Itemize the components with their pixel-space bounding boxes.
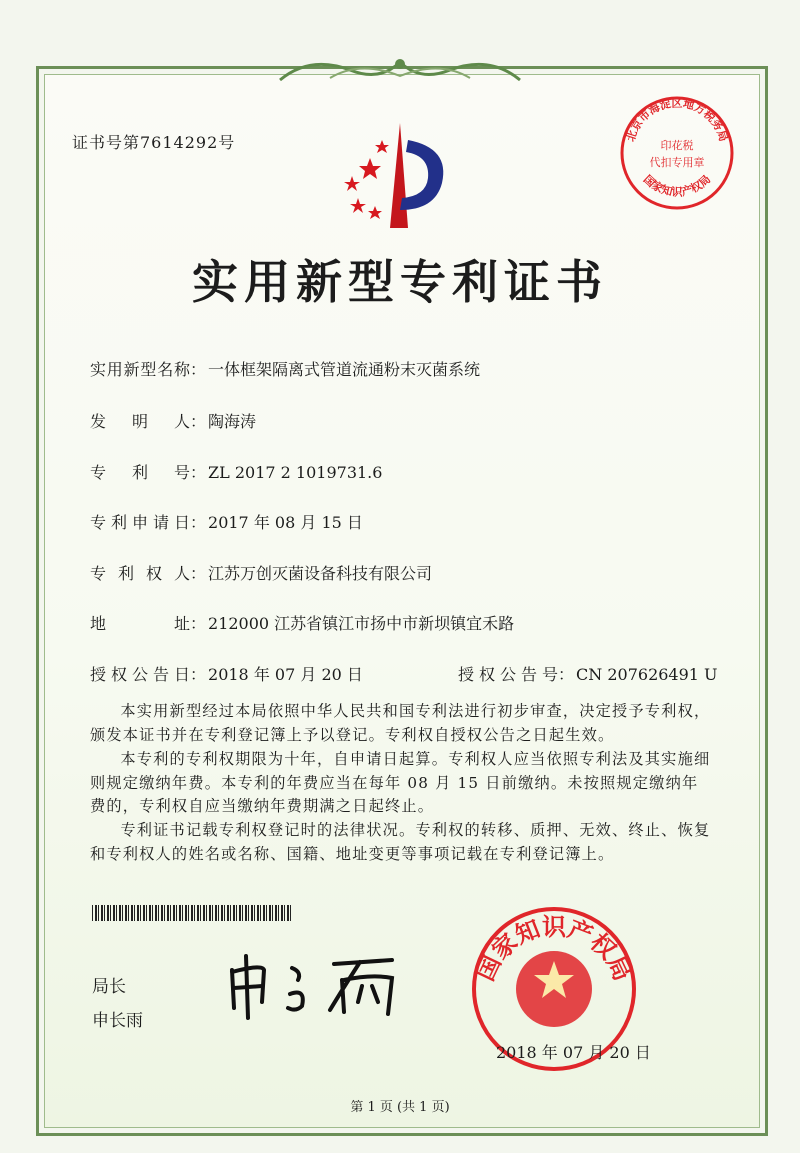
field-patent-number: 专利号： ZL 2017 2 1019731.6 [90, 460, 382, 483]
certificate-number: 证书号第7614292号 [72, 133, 236, 152]
paragraph-grant: 本实用新型经过本局依照中华人民共和国专利法进行初步审查，决定授予专利权，颁发本证书并在专利登记簿上予以登记。专利权自授权公告之日起生效。 [90, 702, 711, 744]
field-value: CN 207626491 U [576, 665, 718, 684]
field-value: 212000 江苏省镇江市扬中市新坝镇宜禾路 [208, 614, 515, 633]
field-value: ZL 2017 2 1019731.6 [208, 463, 383, 482]
svg-text:北京市海淀区地方税务局 [624, 96, 730, 143]
field-value: 陶海涛 [208, 412, 257, 431]
patent-office-logo-icon [330, 118, 450, 233]
page-footer: 第 1 页 (共 1 页) [350, 1100, 450, 1115]
field-label: 授权公告日 [90, 665, 190, 684]
director-name: 申长雨 [92, 1011, 143, 1031]
field-announcement-number: 授权公告号： CN 207626491 U [458, 662, 718, 685]
field-filing-date: 专利申请日： 2017 年 08 月 15 日 [90, 510, 363, 533]
field-utility-model-name: 实用新型名称： 一体框架隔离式管道流通粉末灭菌系统 [90, 357, 480, 380]
field-patentee: 专利权人： 江苏万创灭菌设备科技有限公司 [90, 561, 432, 584]
field-grant-date: 授权公告日： 2018 年 07 月 20 日 [90, 662, 363, 685]
page-title: 实用新型专利证书 [192, 255, 608, 309]
field-label: 授权公告号 [458, 665, 558, 684]
paragraph-term: 本专利的专利权期限为十年，自申请日起算。专利权人应当依照专利法及其实施细则规定缴纳年费。本专利的年费应当在每年 08 月 15 日前缴纳。未按照规定缴纳年费的，专利权自应当缴纳年费期满之日起终止。 [90, 750, 711, 815]
field-value: 江苏万创灭菌设备科技有限公司 [208, 564, 433, 583]
field-label: 地址 [90, 614, 190, 633]
tax-stamp-ring: 北京市海淀区地方税务局 [623, 96, 731, 144]
tax-stamp-bottom: 国家知识产权局 [640, 172, 714, 199]
field-label: 专利号 [90, 463, 190, 482]
barcode [92, 905, 292, 921]
field-label: 专利申请日 [90, 513, 190, 532]
field-value: 2017 年 08 月 15 日 [208, 513, 363, 532]
field-label: 专利权人 [90, 564, 190, 583]
field-inventor: 发明人： 陶海涛 [90, 409, 256, 432]
paragraph-legal-status: 专利证书记载专利权登记时的法律状况。专利权的转移、质押、无效、终止、恢复和专利权人的姓名或名称、国籍、地址变更等事项记载在专利登记簿上。 [90, 821, 711, 863]
tax-stamp-seal [618, 94, 736, 212]
field-label: 发明人 [90, 412, 190, 431]
tax-stamp-line2: 代扣专用章 [649, 156, 705, 169]
ornament-icon [270, 50, 530, 90]
tax-stamp-line1: 印花税 [660, 139, 694, 152]
seal-date: 2018 年 07 月 20 日 [496, 1043, 651, 1062]
field-label: 实用新型名称 [90, 360, 190, 379]
director-title: 局长 [92, 977, 126, 997]
field-value: 一体框架隔离式管道流通粉末灭菌系统 [208, 360, 481, 379]
field-address: 地址： 212000 江苏省镇江市扬中市新坝镇宜禾路 [90, 611, 514, 634]
signature-icon [222, 950, 412, 1020]
field-value: 2018 年 07 月 20 日 [208, 665, 363, 684]
seal-text: 国家知识产权局 [470, 912, 638, 986]
svg-text:国家知识产权局 [641, 172, 713, 199]
